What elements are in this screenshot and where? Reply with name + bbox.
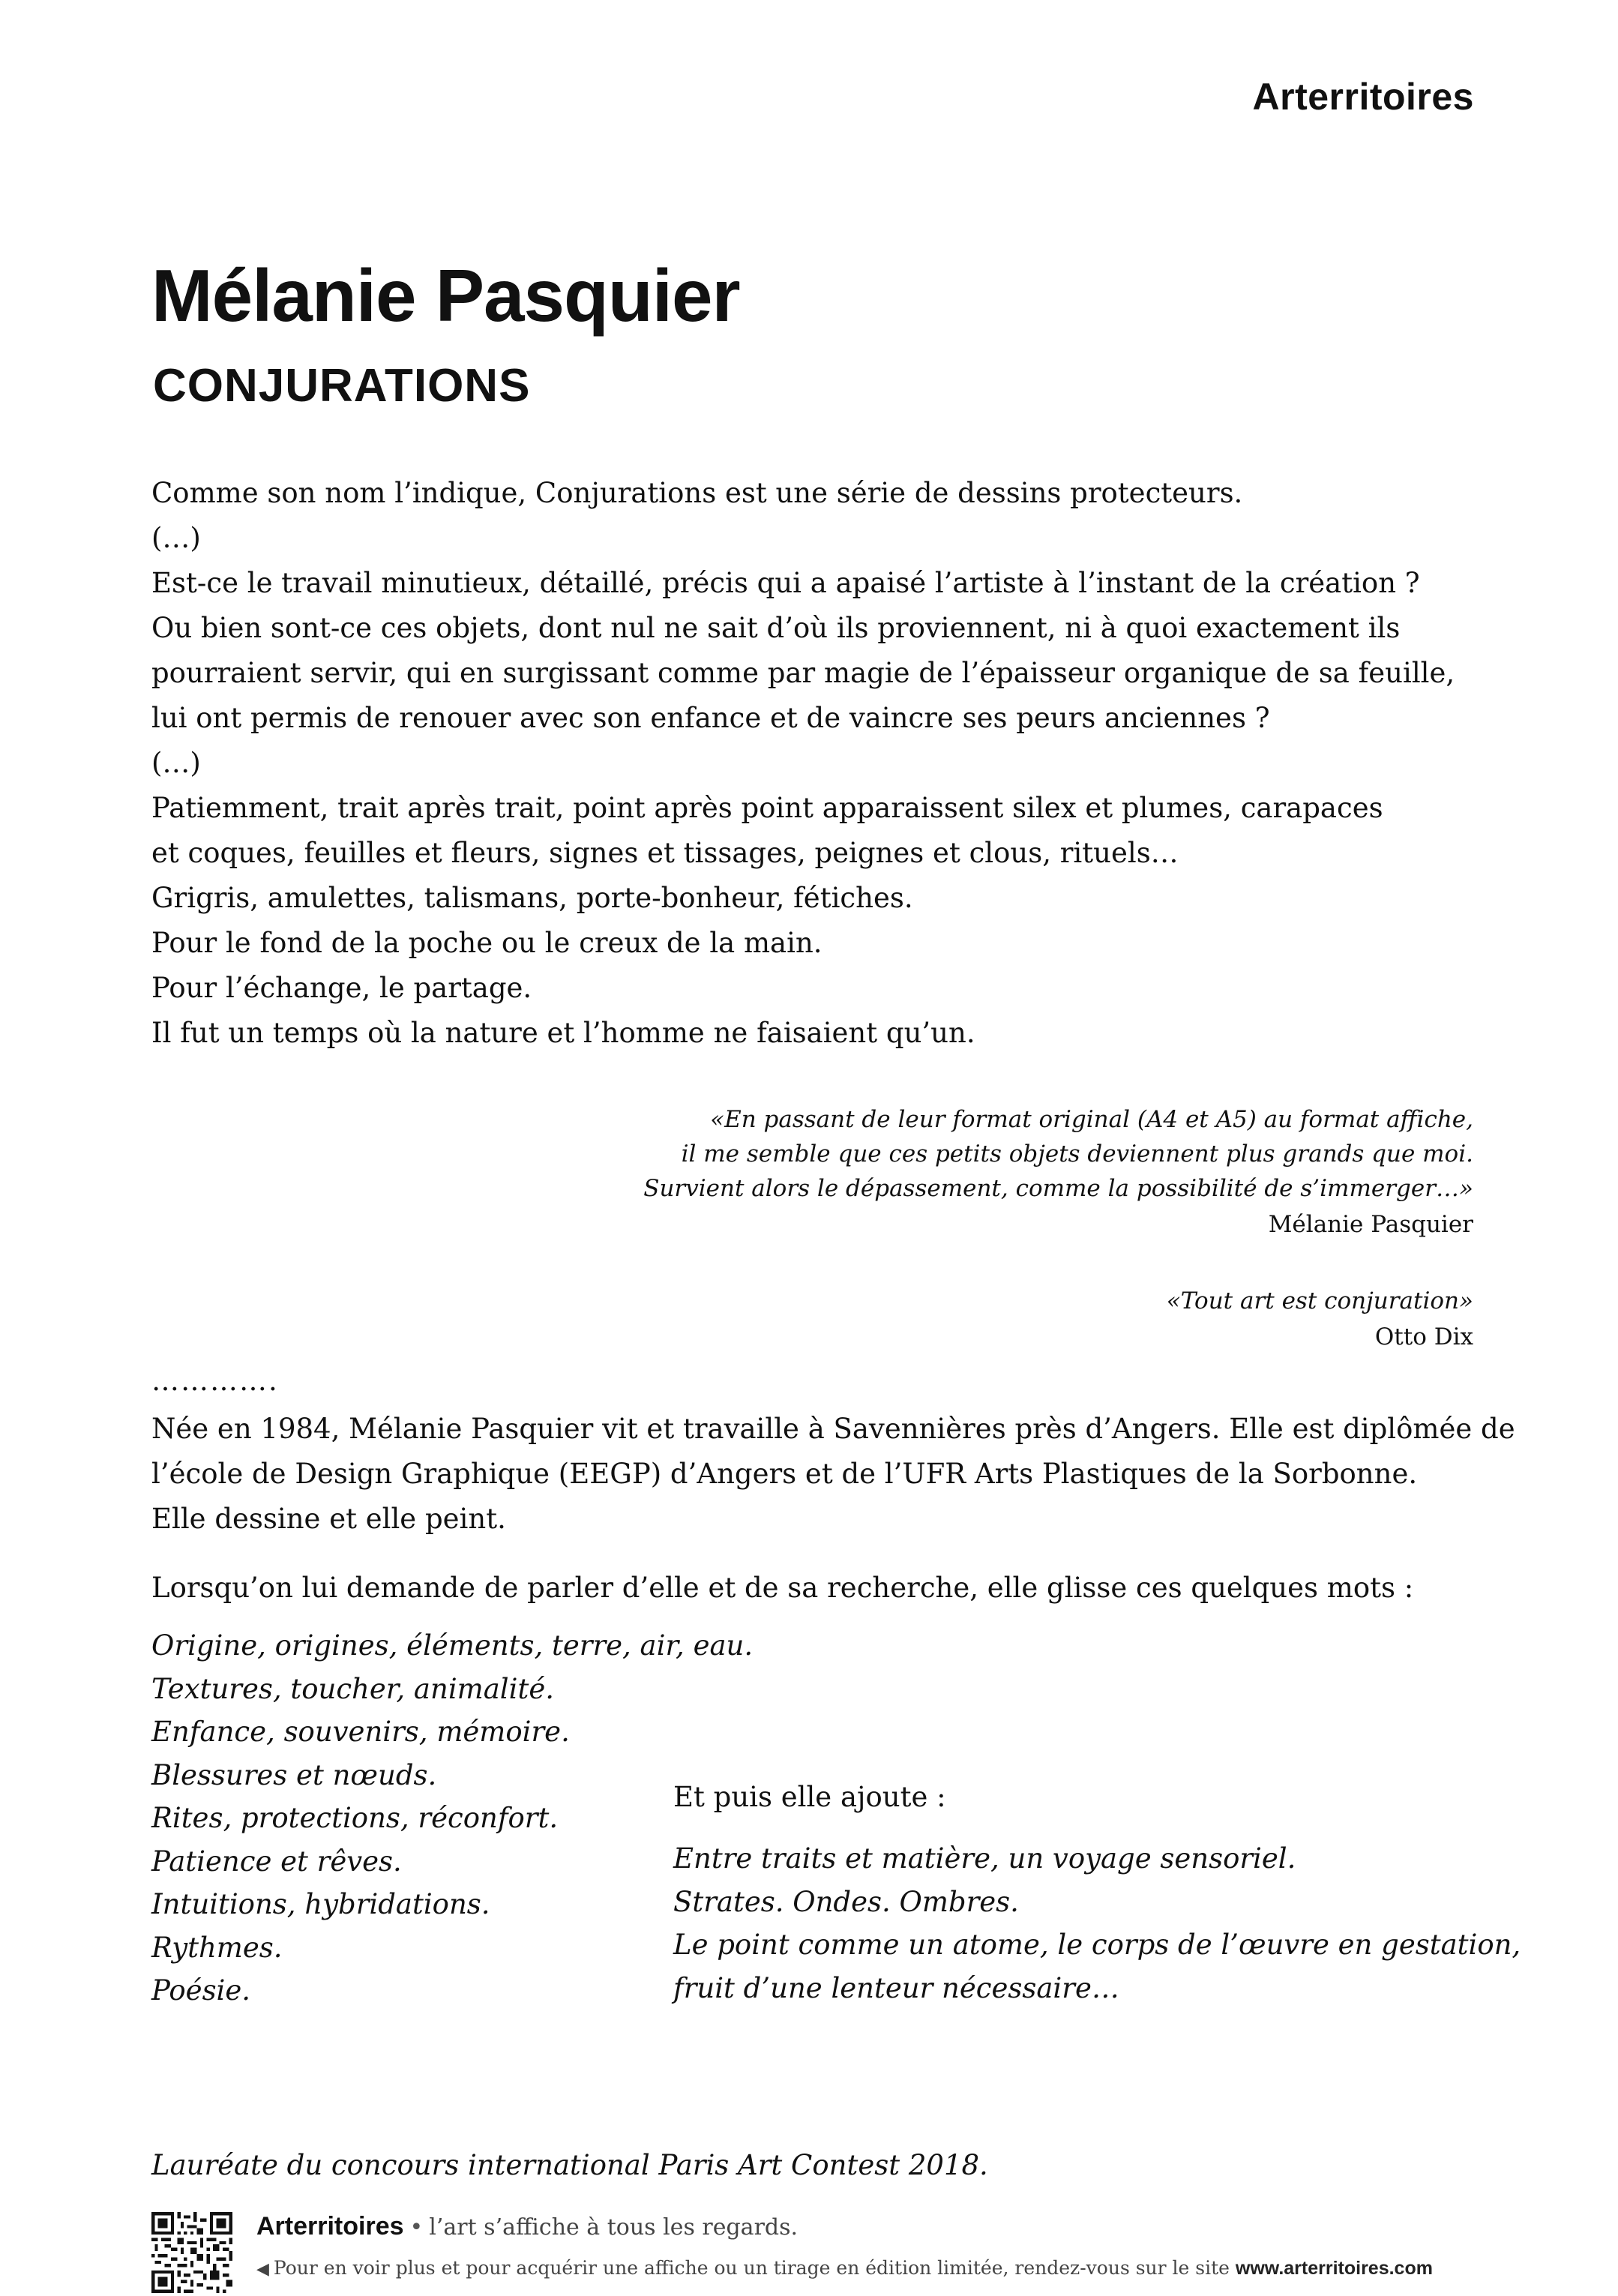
addendum-line: Le point comme un atome, le corps de l’œuvre en gestation, — [673, 1929, 1521, 1961]
keyword-line: Poésie. — [151, 1974, 251, 2007]
addendum-line: fruit d’une lenteur nécessaire… — [673, 1971, 1119, 2004]
intro-line: Grigris, amulettes, talismans, porte-bonheur, fétiches. — [151, 882, 913, 914]
intro-line: Il fut un temps où la nature et l’homme ne faisaient qu’un. — [151, 1017, 975, 1049]
intro-line: Patiemment, trait après trait, point après point apparaissent silex et plumes, carapaces — [151, 792, 1383, 824]
quote-line: «Tout art est conjuration» — [1166, 1287, 1473, 1314]
intro-line: Pour l’échange, le partage. — [151, 972, 532, 1004]
footer-info: Pour en voir plus et pour acquérir une affiche ou un tirage en édition limitée, rendez-vous sur le site — [273, 2257, 1230, 2279]
addendum-line: Strates. Ondes. Ombres. — [673, 1885, 1019, 1918]
intro-line: et coques, feuilles et fleurs, signes et tissages, peignes et clous, rituels… — [151, 837, 1179, 869]
quote-artist — [643, 1102, 1473, 1243]
award-note: Lauréate du concours international Paris Art Contest 2018. — [151, 2149, 988, 2181]
footer-separator: • — [409, 2214, 424, 2241]
quote-line: Survient alors le dépassement, comme la possibilité de s’immerger…» — [643, 1175, 1473, 1202]
footer-info-row — [256, 2257, 1433, 2280]
section-separator: …………. — [151, 1365, 279, 1397]
addendum-list — [673, 1837, 1521, 2010]
bio-text — [151, 1407, 1515, 1542]
footer — [151, 2212, 1474, 2296]
bio-line: l’école de Design Graphique (EEGP) d’Angers et de l’UFR Arts Plastiques de la Sorbonne. — [151, 1458, 1418, 1490]
keyword-line: Patience et rêves. — [151, 1845, 402, 1878]
quote-author: Mélanie Pasquier — [1268, 1211, 1473, 1238]
intro-line: (…) — [151, 747, 201, 779]
keyword-line: Enfance, souvenirs, mémoire. — [151, 1716, 570, 1748]
keyword-line: Intuitions, hybridations. — [151, 1888, 490, 1920]
keywords-list — [151, 1624, 753, 2013]
artist-name: Mélanie Pasquier — [151, 254, 740, 337]
intro-line: Pour le fond de la poche ou le creux de la main. — [151, 927, 822, 959]
keyword-line: Blessures et nœuds. — [151, 1758, 437, 1791]
intro-line: Est-ce le travail minutieux, détaillé, précis qui a apaisé l’artiste à l’instant de la création ? — [151, 567, 1420, 599]
footer-tagline-row — [256, 2212, 798, 2241]
bio-line: Née en 1984, Mélanie Pasquier vit et travaille à Savennières près d’Angers. Elle est diplômée de — [151, 1413, 1515, 1445]
quote-author: Otto Dix — [1374, 1323, 1473, 1350]
words-prompt: Lorsqu’on lui demande de parler d’elle et de sa recherche, elle glisse ces quelques mots : — [151, 1572, 1414, 1604]
intro-line: (…) — [151, 522, 201, 554]
intro-line: Comme son nom l’indique, Conjurations est une série de dessins protecteurs. — [151, 477, 1243, 509]
keyword-line: Rythmes. — [151, 1931, 283, 1964]
series-title: CONJURATIONS — [153, 360, 531, 412]
addendum-lead: Et puis elle ajoute : — [673, 1781, 946, 1813]
addendum-line: Entre traits et matière, un voyage sensoriel. — [673, 1842, 1296, 1875]
footer-tagline: l’art s’affiche à tous les regards. — [429, 2214, 799, 2241]
quote-otto-dix — [1167, 1284, 1473, 1356]
bio-line: Elle dessine et elle peint. — [151, 1503, 506, 1535]
intro-line: Ou bien sont-ce ces objets, dont nul ne sait d’où ils proviennent, ni à quoi exactement ils — [151, 612, 1401, 644]
footer-url-link[interactable]: www.arterritoires.com — [1235, 2258, 1433, 2279]
triangle-left-icon: ◀ — [256, 2260, 269, 2279]
keyword-line: Origine, origines, éléments, terre, air, eau. — [151, 1629, 754, 1662]
intro-text — [151, 471, 1501, 1056]
quote-line: il me semble que ces petits objets deviennent plus grands que moi. — [681, 1141, 1473, 1167]
keyword-line: Rites, protections, réconfort. — [151, 1802, 559, 1834]
header-brand: Arterritoires — [1252, 76, 1474, 118]
intro-line: pourraient servir, qui en surgissant comme par magie de l’épaisseur organique de sa feuille, — [151, 657, 1455, 689]
intro-line: lui ont permis de renouer avec son enfance et de vaincre ses peurs anciennes ? — [151, 702, 1270, 734]
footer-brand[interactable]: Arterritoires — [256, 2212, 404, 2241]
qr-code-icon[interactable] — [151, 2212, 232, 2293]
quote-line: «En passant de leur format original (A4 et A5) au format affiche, — [710, 1106, 1473, 1133]
keyword-line: Textures, toucher, animalité. — [151, 1672, 554, 1705]
